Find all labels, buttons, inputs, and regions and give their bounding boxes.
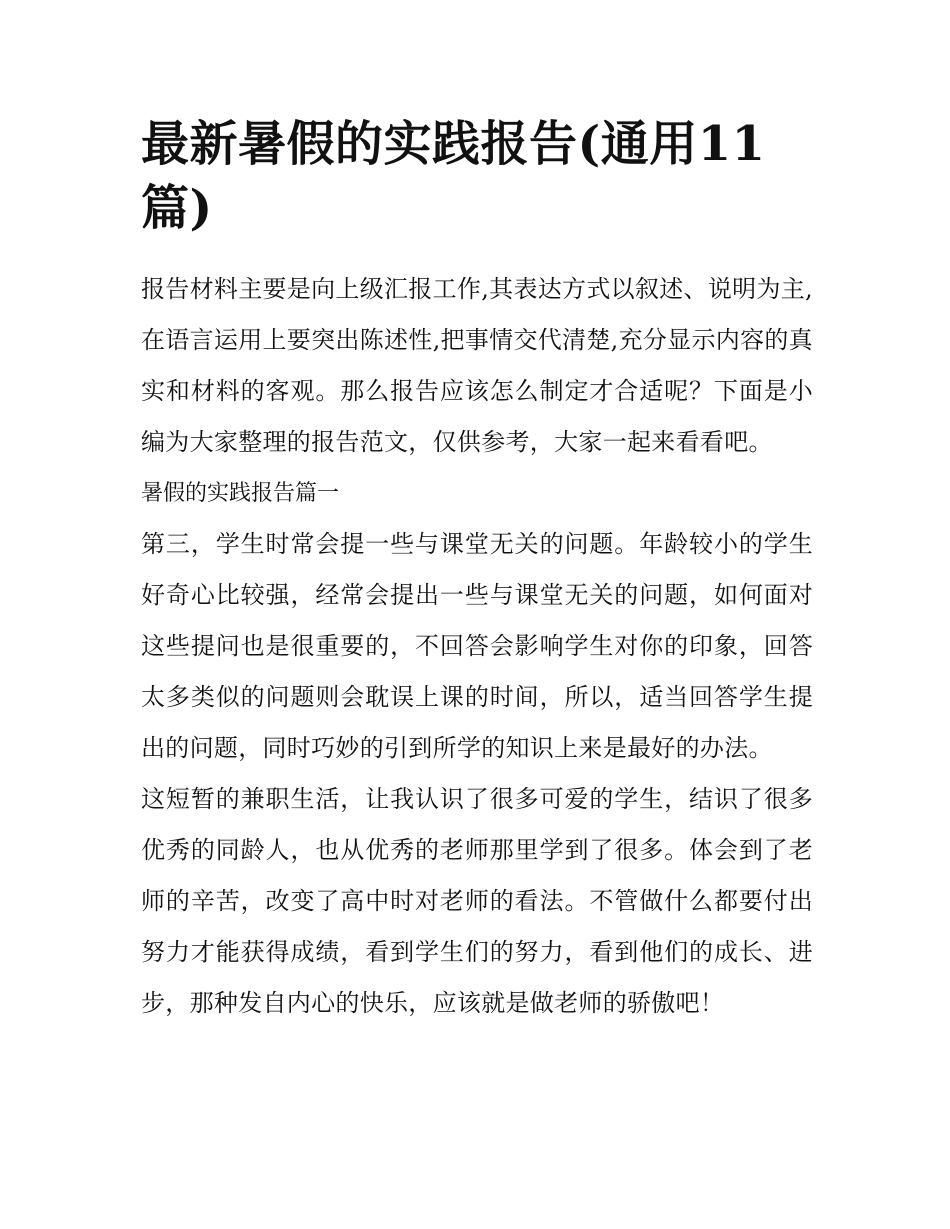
body-paragraph-1: 第三，学生时常会提一些与课堂无关的问题。年龄较小的学生好奇心比较强，经常会提出一些与课堂无关的问题，如何面对这些提问也是很重要的，不回答会影响学生对你的印象，回答太多类似的问题则会耽误上课的时间，所以，适当回答学生提出的问题，同时巧妙的引到所学的知识上来是最好的办法。 — [141, 530, 813, 762]
document-page — [141, 112, 813, 1029]
document-title: 最新暑假的实践报告(通用11篇) — [141, 116, 766, 236]
section-heading: 暑假的实践报告篇一 — [141, 481, 340, 506]
document-body — [141, 264, 813, 1029]
body-paragraph-2: 这短暂的兼职生活，让我认识了很多可爱的学生，结识了很多优秀的同龄人，也从优秀的老师那里学到了很多。体会到了老师的辛苦，改变了高中时对老师的看法。不管做什么都要付出努力才能获得成绩，看到学生们的努力，看到他们的成长、进步，那种发自内心的快乐，应该就是做老师的骄傲吧！ — [141, 785, 813, 1017]
intro-paragraph: 报告材料主要是向上级汇报工作,其表达方式以叙述、说明为主,在语言运用上要突出陈述性,把事情交代清楚,充分显示内容的真实和材料的客观。那么报告应该怎么制定才合适呢？下面是小编为大家整理的报告范文，仅供参考，大家一起来看看吧。 — [141, 275, 813, 456]
